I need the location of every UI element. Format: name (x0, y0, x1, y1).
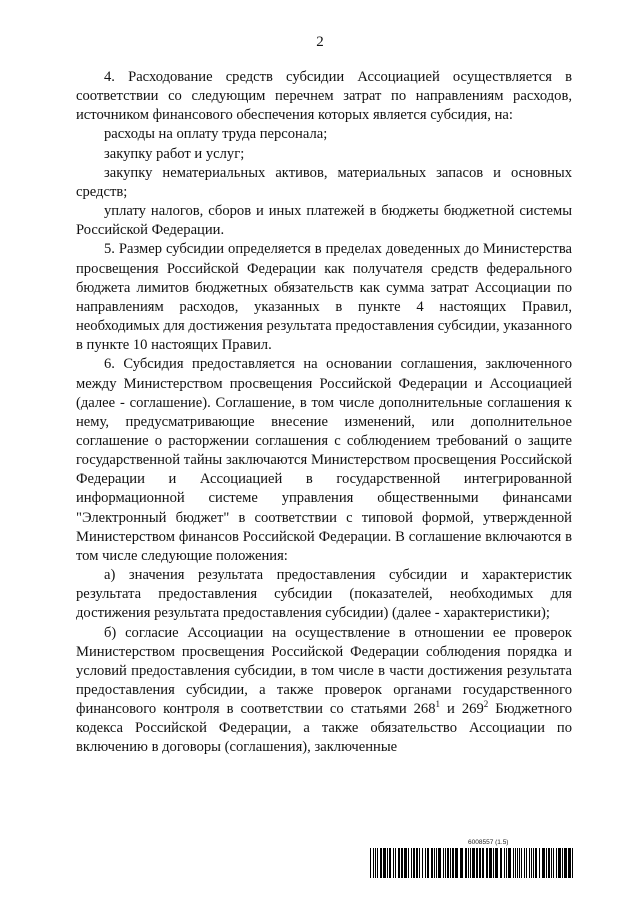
barcode-bar (506, 848, 507, 878)
barcode-bar (504, 848, 505, 878)
barcode-bar (380, 848, 382, 878)
barcode-bar (438, 848, 441, 878)
barcode-bar (425, 848, 426, 878)
paragraph-6: 6. Субсидия предоставляется на основании соглашения, заключенного между Министерством просвещения Российской Федерации и Ассоциацией (далее - соглашение). Соглашение, в том числе дополнительные соглашения к нему, предусматривающие внесение изменений, или дополнительное соглашение о расторжении соглашения с соблюдением требований о защите государственной тайны заключаются Министерством просвещения Российской Федерации и Ассоциацией в государственной интегрированной информационной системе управления общественными финансами "Электронный бюджет" в соответствии с типовой формой, утвержденной Министерством финансов Российской Федерации. В соглашение включаются в том числе следующие положения: (76, 356, 572, 564)
barcode (370, 848, 573, 878)
barcode-bar (500, 848, 502, 878)
barcode-bar (529, 848, 530, 878)
list-item: расходы на оплату труда персонала; (104, 126, 328, 143)
barcode-bar (398, 848, 400, 878)
barcode-bar (539, 848, 540, 878)
barcode-bar (472, 848, 475, 878)
barcode-bar (377, 848, 378, 878)
paragraph-4: 4. Расходование средств субсидии Ассоциацией осуществляется в соответствии со следующим перечнем затрат по направлениям расходов, источником финансового обеспечения которых является субсидия, на: (76, 69, 572, 124)
text-span: и 269 (440, 701, 484, 718)
barcode-bar (447, 848, 449, 878)
barcode-bar (445, 848, 446, 878)
list-item: закупку работ и услуг; (104, 145, 245, 162)
subparagraph-a: а) значения результата предоставления субсидии и характеристик результата предоставления субсидии (показателей, необходимых для достижения результата предоставления субсидии) (далее - характеристики); (76, 567, 572, 622)
barcode-bar (436, 848, 437, 878)
barcode-bar (460, 848, 463, 878)
barcode-bar (389, 848, 391, 878)
barcode-bar (482, 848, 484, 878)
document-body (76, 68, 572, 758)
barcode-bar (553, 848, 554, 878)
barcode-bar (489, 848, 492, 878)
page-number: 2 (316, 34, 324, 50)
barcode-bar (427, 848, 429, 878)
barcode-bar (411, 848, 412, 878)
barcode-bar (546, 848, 547, 878)
barcode-bar (517, 848, 518, 878)
superscript: 2 (483, 699, 489, 710)
barcode-bar (373, 848, 374, 878)
barcode-bar (533, 848, 534, 878)
barcode-bar (572, 848, 573, 878)
barcode-bar (568, 848, 571, 878)
text-span: б) согласие Ассоциации на осуществление в отношении ее проверок Министерством просвещения Российской Федерации соблюдения порядка и условий предоставления субсидии, в том числе в части достижения результата предоставления субсидии, а также проверок органами государственного финансового контроля в соответствии со статьями 268 (76, 624, 572, 718)
list-item: закупку нематериальных активов, материальных запасов и основных средств; (76, 164, 572, 200)
barcode-bar (452, 848, 454, 878)
barcode-bar (515, 848, 516, 878)
barcode-bar (558, 848, 561, 878)
barcode-bar (556, 848, 557, 878)
barcode-bar (542, 848, 545, 878)
subparagraph-b (76, 624, 572, 758)
barcode-bar (535, 848, 537, 878)
barcode-bar (375, 848, 376, 878)
barcode-bar (531, 848, 532, 878)
barcode-bar (493, 848, 494, 878)
barcode-bar (564, 848, 567, 878)
list-item: уплату налогов, сборов и иных платежей в бюджеты бюджетной системы Российской Федерации. (76, 203, 572, 239)
barcode-bar (470, 848, 471, 878)
barcode-bar (393, 848, 394, 878)
barcode-bar (479, 848, 481, 878)
barcode-bar (408, 848, 409, 878)
barcode-bar (434, 848, 435, 878)
barcode-bar (513, 848, 514, 878)
barcode-bar (370, 848, 371, 878)
barcode-bar (387, 848, 388, 878)
barcode-bar (526, 848, 527, 878)
barcode-bar (486, 848, 488, 878)
barcode-bar (422, 848, 423, 878)
barcode-bar (508, 848, 511, 878)
barcode-bar (401, 848, 403, 878)
barcode-bar (548, 848, 550, 878)
barcode-bar (450, 848, 451, 878)
barcode-bar (431, 848, 433, 878)
barcode-bar (404, 848, 407, 878)
barcode-bar (395, 848, 396, 878)
barcode-bar (465, 848, 467, 878)
barcode-bar (521, 848, 522, 878)
barcode-bar (419, 848, 420, 878)
barcode-bar (495, 848, 498, 878)
barcode-bar (443, 848, 444, 878)
barcode-bar (416, 848, 418, 878)
barcode-bar (455, 848, 458, 878)
barcode-bar (413, 848, 415, 878)
barcode-bar (519, 848, 520, 878)
barcode-bar (524, 848, 525, 878)
barcode-bar (551, 848, 552, 878)
barcode-bar (468, 848, 469, 878)
barcode-bar (383, 848, 386, 878)
text-span: Бюджетного кодекса Российской Федерации, а также обязательство Ассоциации по включению в договоры (соглашения), заключенные (76, 701, 572, 756)
paragraph-5: 5. Размер субсидии определяется в пределах доведенных до Министерства просвещения Российской Федерации как получателя средств федерального бюджета лимитов бюджетных обязательств как сумма затрат Ассоциации по направлениям расходов, указанных в пункте 4 настоящих Правил, необходимых для достижения результата предоставления субсидии, указанного в пункте 10 настоящих Правил. (76, 241, 572, 354)
barcode-bar (476, 848, 478, 878)
barcode-bar (562, 848, 563, 878)
document-code: 6008557 (1.5) (468, 839, 509, 846)
superscript: 1 (435, 699, 441, 710)
